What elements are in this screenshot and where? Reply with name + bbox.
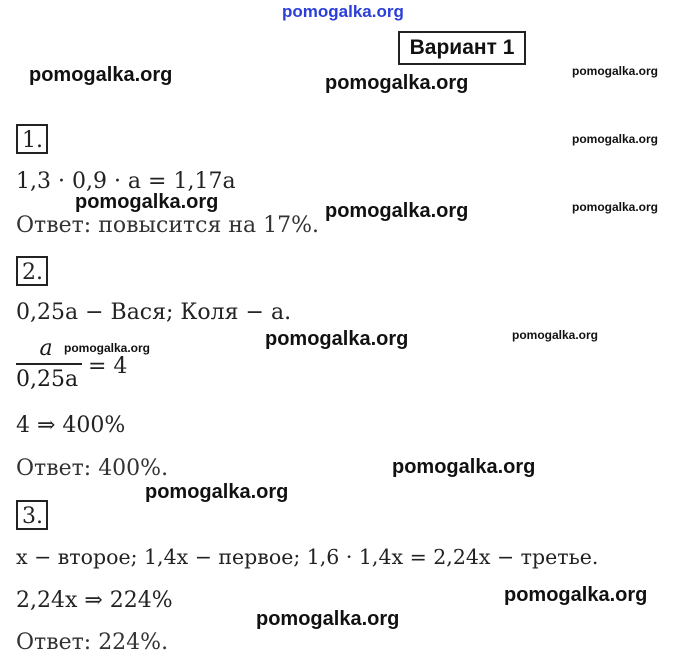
watermark: pomogalka.org [64, 341, 151, 355]
problem-1-answer: Ответ: повысится на 17%. [16, 213, 320, 238]
watermark: pomogalka.org [75, 191, 219, 213]
watermark: pomogalka.org [256, 608, 400, 630]
watermark: pomogalka.org [572, 64, 659, 78]
watermark: pomogalka.org [512, 328, 599, 342]
problem-2-line: 0,25a − Вася; Коля − a. [16, 300, 292, 325]
fraction-result: = 4 [88, 354, 128, 379]
problem-1-number: 1. [16, 124, 48, 154]
problem-3-line-1: x − второе; 1,4x − первое; 1,6 · 1,4x = 2,24x − третье. [16, 545, 599, 569]
watermark: pomogalka.org [504, 584, 648, 606]
watermark: pomogalka.org [572, 200, 659, 214]
fraction-bar [16, 363, 82, 365]
problem-3-answer: Ответ: 224%. [16, 630, 169, 655]
watermark: pomogalka.org [265, 328, 409, 350]
site-watermark-top: pomogalka.org [282, 2, 404, 21]
fraction-numerator: a [39, 336, 53, 361]
watermark: pomogalka.org [392, 456, 536, 478]
watermark: pomogalka.org [145, 481, 289, 503]
problem-3-line-2: 2,24x ⇒ 224% [16, 588, 173, 613]
problem-1-equation: 1,3 · 0,9 · a = 1,17a [16, 169, 236, 194]
fraction-denominator: 0,25a [16, 367, 79, 392]
watermark: pomogalka.org [572, 132, 659, 146]
problem-2-answer: Ответ: 400%. [16, 456, 169, 481]
problem-2-percent: 4 ⇒ 400% [16, 413, 126, 438]
watermark: pomogalka.org [325, 72, 469, 94]
variant-title: Вариант 1 [398, 31, 526, 65]
watermark: pomogalka.org [325, 200, 469, 222]
problem-3-number: 3. [16, 500, 48, 530]
watermark: pomogalka.org [29, 64, 173, 86]
problem-2-number: 2. [16, 256, 48, 286]
